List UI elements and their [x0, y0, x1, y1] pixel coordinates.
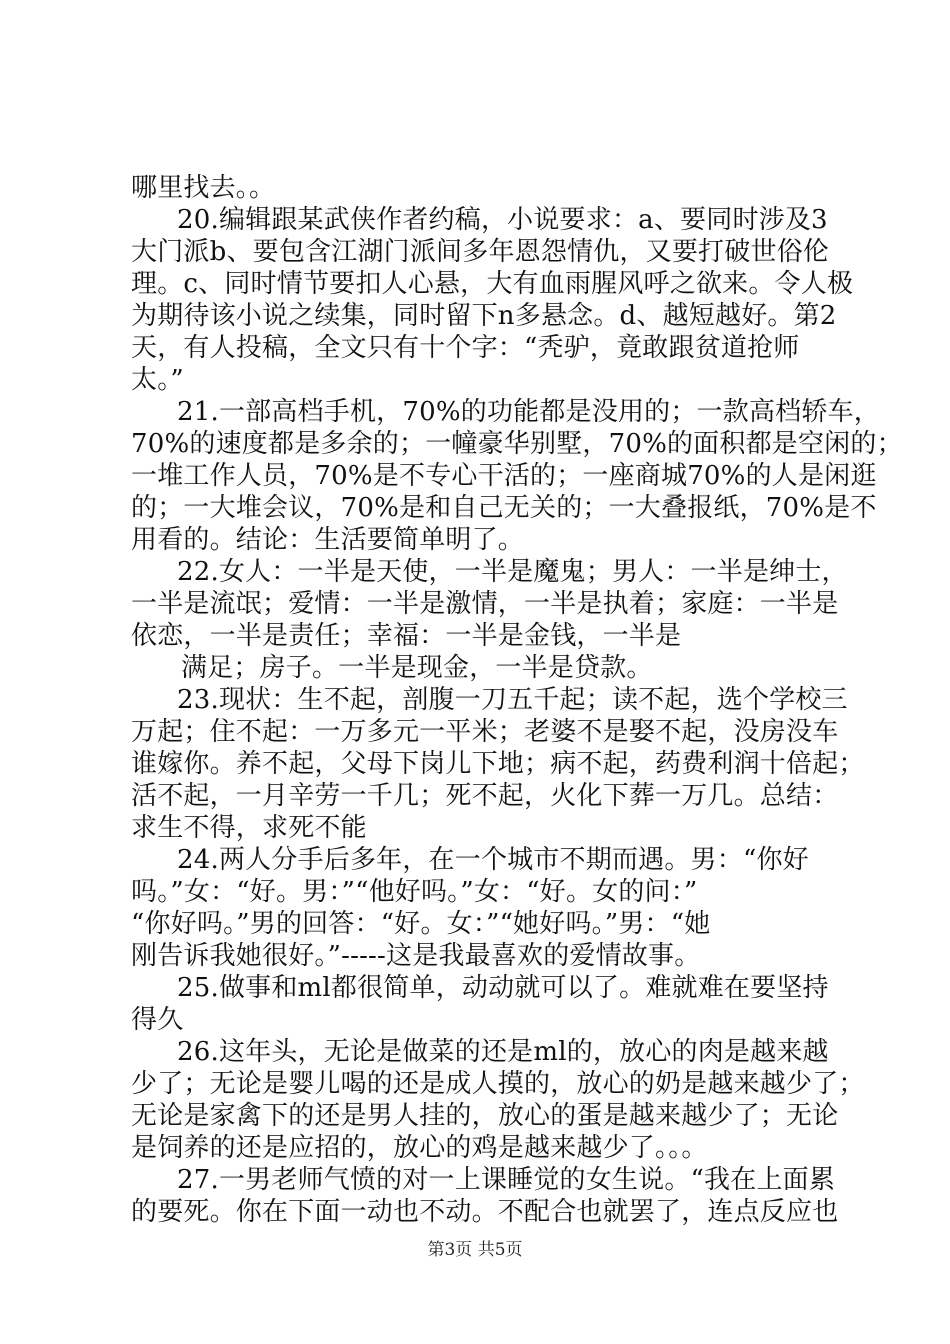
paragraph-23-line: 23.现状：生不起，剖腹一刀五千起；读不起，选个学校三: [177, 685, 848, 715]
text-line: 太。”: [131, 365, 184, 395]
text-line: 依恋，一半是责任；幸福：一半是金钱，一半是: [131, 621, 682, 651]
text-line: 天，有人投稿，全文只有十个字：“秃驴，竟敢跟贫道抢师: [131, 333, 800, 363]
text-line: 少了；无论是婴儿喝的还是成人摸的，放心的奶是越来越少了；: [131, 1069, 865, 1099]
paragraph-21-line: 21.一部高档手机，70%的功能都是没用的；一款高档轿车，: [177, 397, 880, 427]
text-line: 70%的速度都是多余的；一幢豪华别墅，70%的面积都是空闲的；: [131, 429, 903, 459]
text-line: 一半是流氓；爱情：一半是激情，一半是执着；家庭：一半是: [131, 589, 839, 619]
text-line: 无论是家禽下的还是男人挂的，放心的蛋是越来越少了；无论: [131, 1101, 839, 1131]
text-line: 哪里找去。。: [131, 173, 276, 203]
text-line: 得久: [131, 1005, 184, 1035]
text-line: 大门派b、要包含江湖门派间多年恩怨情仇，又要打破世俗伦: [131, 237, 830, 267]
paragraph-20-line: 20.编辑跟某武侠作者约稿，小说要求：a、要同时涉及3: [177, 205, 828, 235]
text-line: 活不起，一月辛劳一千几；死不起，火化下葬一万几。总结：: [131, 781, 839, 811]
text-line: 万起；住不起：一万多元一平米；老婆不是娶不起，没房没车: [131, 717, 839, 747]
text-line: 求生不得，求死不能: [131, 813, 367, 843]
text-line: 的；一大堆会议，70%是和自己无关的；一大叠报纸，70%是不: [131, 493, 877, 523]
text-line: 吗。”女：“好。男：”“他好吗。”女：“好。女的问：”: [131, 877, 698, 907]
text-line: 为期待该小说之续集，同时留下n多悬念。d、越短越好。第2: [131, 301, 837, 331]
text-line: “你好吗。”男的回答：“好。女：”“她好吗。”男：“她: [131, 909, 711, 939]
text-line-indented: 满足；房子。一半是现金，一半是贷款。: [181, 653, 653, 683]
text-line: 刚告诉我她很好。”-----这是我最喜欢的爱情故事。: [131, 941, 701, 971]
paragraph-24-line: 24.两人分手后多年，在一个城市不期而遇。男：“你好: [177, 845, 809, 875]
paragraph-22-line: 22.女人：一半是天使，一半是魔鬼；男人：一半是绅士，: [177, 557, 848, 587]
text-line: 用看的。结论：生活要简单明了。: [131, 525, 525, 555]
page-number-footer: 第3页 共5页: [427, 1240, 523, 1260]
paragraph-25-line: 25.做事和ml都很简单，动动就可以了。难就难在要坚持: [177, 973, 829, 1003]
text-line: 谁嫁你。养不起，父母下岗儿下地；病不起，药费利润十倍起；: [131, 749, 865, 779]
text-line: 理。c、同时情节要扣人心悬，大有血雨腥风呼之欲来。令人极: [131, 269, 854, 299]
text-line: 是饲养的还是应招的，放心的鸡是越来越少了。。。: [131, 1133, 708, 1163]
paragraph-26-line: 26.这年头，无论是做菜的还是ml的，放心的肉是越来越: [177, 1037, 829, 1067]
text-line: 的要死。你在下面一动也不动。不配合也就罢了，连点反应也: [131, 1197, 839, 1227]
text-line: 一堆工作人员，70%是不专心干活的；一座商城70%的人是闲逛: [131, 461, 877, 491]
paragraph-27-line: 27.一男老师气愤的对一上课睡觉的女生说。“我在上面累: [177, 1165, 836, 1195]
document-body: [131, 172, 903, 1228]
